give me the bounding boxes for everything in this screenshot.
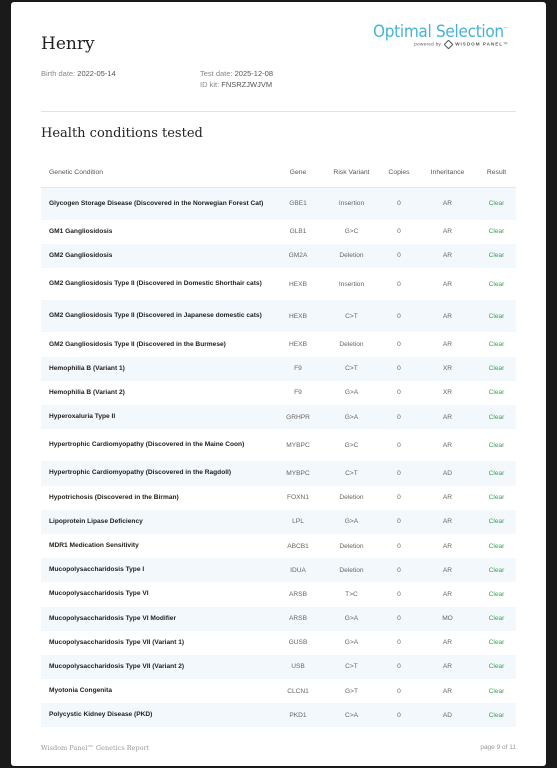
copies-cell: 0 <box>380 558 418 582</box>
inheritance-cell: AR <box>442 542 453 550</box>
result-cell: Clear <box>477 461 516 485</box>
result-cell: Clear <box>488 228 505 236</box>
gene-cell: F9 <box>273 357 323 381</box>
table-header-row <box>41 158 516 188</box>
result-cell: Clear <box>488 639 505 647</box>
result-cell: Clear <box>488 494 505 502</box>
copies-cell: 0 <box>380 405 418 429</box>
condition-cell: Hemophilia B (Variant 1) <box>41 357 273 381</box>
copies-cell: 0 <box>397 280 401 288</box>
condition-cell: Glycogen Storage Disease (Discovered in the Norwegian Forest Cat) <box>41 188 273 220</box>
gene-cell: MYBPC <box>286 441 310 449</box>
condition-cell: Mucopolysaccharidosis Type VII (Variant 1) <box>49 638 185 646</box>
footer-page-number: page 9 of 11 <box>480 744 516 751</box>
table-row <box>41 703 516 727</box>
condition-cell: Mucopolysaccharidosis Type VI <box>49 590 149 598</box>
condition-cell: Hypotrichosis (Discovered in the Birman) <box>49 493 179 501</box>
condition-cell: Lipoprotein Lipase Deficiency <box>41 510 273 534</box>
gene-cell: HEXB <box>289 341 307 349</box>
result-cell: Clear <box>477 188 516 220</box>
kit-id-label: ID kit: <box>200 80 220 89</box>
condition-cell: Myotonia Congenita <box>49 687 113 695</box>
wisdom-panel-text: WISDOM PANEL <box>455 41 504 47</box>
table-row <box>41 655 516 679</box>
birth-date-value: 2022-05-14 <box>77 69 116 78</box>
wisdom-panel-tm: ™ <box>503 41 508 47</box>
table-row <box>41 486 516 510</box>
copies-cell: 0 <box>397 389 401 397</box>
result-cell: Clear <box>477 300 516 332</box>
table-row <box>41 558 516 582</box>
wisdom-panel-icon <box>443 40 453 50</box>
gene-cell: GBE1 <box>273 188 323 220</box>
inheritance-cell: MO <box>418 607 477 631</box>
header-inheritance: Inheritance <box>418 158 477 188</box>
condition-cell: GM2 Gangliosidosis Type II (Discovered in Domestic Shorthair cats) <box>49 280 262 288</box>
result-cell: Clear <box>477 558 516 582</box>
inheritance-cell: AR <box>442 590 453 598</box>
result-cell: Clear <box>488 389 505 397</box>
condition-cell: GM2 Gangliosidosis <box>41 244 273 268</box>
condition-cell: Hypertrophic Cardiomyopathy (Discovered in the Maine Coon) <box>49 441 245 449</box>
risk-variant-cell: Deletion <box>339 341 364 349</box>
result-cell: Clear <box>488 280 505 288</box>
gene-cell: FOXN1 <box>287 494 309 502</box>
result-cell: Clear <box>477 405 516 429</box>
table-row <box>41 534 516 558</box>
copies-cell: 0 <box>380 300 418 332</box>
table-row <box>41 510 516 534</box>
header-gene: Gene <box>273 158 323 188</box>
footer-report-name: Wisdom Panel™ Genetics Report <box>41 744 150 752</box>
table-row <box>41 429 516 461</box>
risk-variant-cell: C>T <box>323 655 380 679</box>
condition-cell: Polycystic Kidney Disease (PKD) <box>41 703 273 727</box>
risk-variant-cell: G>A <box>344 389 359 397</box>
risk-variant-cell: G>T <box>344 687 358 695</box>
test-date-value: 2025-12-08 <box>234 69 273 78</box>
result-cell: Clear <box>488 687 505 695</box>
section-title: Health conditions tested <box>41 126 203 141</box>
birth-date-label: Birth date: <box>41 69 76 78</box>
inheritance-cell: XR <box>442 389 453 397</box>
gene-cell: USB <box>273 655 323 679</box>
copies-cell: 0 <box>397 441 401 449</box>
result-cell: Clear <box>477 244 516 268</box>
result-cell: Clear <box>477 607 516 631</box>
gene-cell: GUSB <box>288 639 308 647</box>
result-cell: Clear <box>488 441 505 449</box>
gene-cell: CLCN1 <box>287 687 309 695</box>
inheritance-cell: AR <box>442 280 453 288</box>
inheritance-cell: AR <box>418 300 477 332</box>
gene-cell: IDUA <box>273 558 323 582</box>
gene-cell: ABCB1 <box>287 542 309 550</box>
gene-cell: GM2A <box>273 244 323 268</box>
kit-id-value: FNSRZJWJVM <box>221 80 273 89</box>
gene-cell: GLB1 <box>289 228 307 236</box>
table-row <box>41 300 516 332</box>
copies-cell: 0 <box>380 655 418 679</box>
risk-variant-cell: G>A <box>323 405 380 429</box>
risk-variant-cell: C>T <box>323 461 380 485</box>
inheritance-cell: AR <box>442 687 453 695</box>
risk-variant-cell: C>A <box>323 703 380 727</box>
condition-cell: Hypertrophic Cardiomyopathy (Discovered in the Ragdoll) <box>41 461 273 485</box>
condition-cell: Mucopolysaccharidosis Type VII (Variant 2) <box>41 655 273 679</box>
copies-cell: 0 <box>397 228 401 236</box>
gene-cell: LPL <box>273 510 323 534</box>
risk-variant-cell: G>A <box>323 510 380 534</box>
inheritance-cell: AR <box>442 639 453 647</box>
risk-variant-cell: Insertion <box>338 280 365 288</box>
risk-variant-cell: Insertion <box>323 188 380 220</box>
risk-variant-cell: Deletion <box>323 244 380 268</box>
table-row <box>41 679 516 703</box>
inheritance-cell: AR <box>442 228 453 236</box>
inheritance-cell: AR <box>418 244 477 268</box>
risk-variant-cell: G>C <box>344 228 359 236</box>
risk-variant-cell: C>T <box>323 357 380 381</box>
result-cell: Clear <box>488 542 505 550</box>
risk-variant-cell: T>C <box>345 590 358 598</box>
table-row <box>41 405 516 429</box>
inheritance-cell: AR <box>442 341 453 349</box>
inheritance-cell: XR <box>418 357 477 381</box>
risk-variant-cell: G>C <box>344 441 359 449</box>
header-condition: Genetic Condition <box>41 158 273 188</box>
table-row <box>41 582 516 606</box>
table-row <box>41 631 516 655</box>
table-row <box>41 461 516 485</box>
table-row <box>41 381 516 405</box>
inheritance-cell: AR <box>418 558 477 582</box>
gene-cell: GRHPR <box>273 405 323 429</box>
header-risk-variant: Risk Variant <box>323 158 380 188</box>
gene-cell: HEXB <box>289 280 307 288</box>
result-cell: Clear <box>477 703 516 727</box>
copies-cell: 0 <box>380 461 418 485</box>
result-cell: Clear <box>477 510 516 534</box>
copies-cell: 0 <box>397 687 401 695</box>
copies-cell: 0 <box>397 341 401 349</box>
result-cell: Clear <box>488 590 505 598</box>
table-row <box>41 332 516 356</box>
powered-by-text: powered by <box>414 41 442 47</box>
inheritance-cell: AR <box>442 441 453 449</box>
inheritance-cell: AD <box>418 461 477 485</box>
header-result: Result <box>477 158 516 188</box>
table-row <box>41 220 516 244</box>
birth-date <box>41 68 116 79</box>
copies-cell: 0 <box>380 607 418 631</box>
brand-logo <box>373 22 508 48</box>
copies-cell: 0 <box>380 357 418 381</box>
inheritance-cell: AD <box>418 703 477 727</box>
copies-cell: 0 <box>380 703 418 727</box>
inheritance-cell: AR <box>418 510 477 534</box>
condition-cell: MDR1 Medication Sensitivity <box>49 542 139 550</box>
brand-tm: ™ <box>503 26 508 33</box>
risk-variant-cell: Deletion <box>339 542 364 550</box>
condition-cell: Mucopolysaccharidosis Type VI Modifier <box>41 607 273 631</box>
table-row <box>41 357 516 381</box>
test-info <box>200 68 273 90</box>
table-row <box>41 244 516 268</box>
gene-cell: ARSB <box>289 590 307 598</box>
result-cell: Clear <box>477 655 516 679</box>
copies-cell: 0 <box>380 510 418 534</box>
inheritance-cell: AR <box>418 188 477 220</box>
condition-cell: GM2 Gangliosidosis Type II (Discovered in Japanese domestic cats) <box>41 300 273 332</box>
gene-cell: MYBPC <box>273 461 323 485</box>
gene-cell: ARSB <box>273 607 323 631</box>
condition-cell: GM1 Gangliosidosis <box>49 227 113 235</box>
copies-cell: 0 <box>397 590 401 598</box>
risk-variant-cell: C>T <box>323 300 380 332</box>
header-copies: Copies <box>380 158 418 188</box>
header-divider <box>41 111 516 112</box>
gene-cell: HEXB <box>273 300 323 332</box>
table-row <box>41 268 516 300</box>
condition-cell: Hyperoxaluria Type II <box>41 405 273 429</box>
report-page <box>11 2 546 766</box>
condition-cell: GM2 Gangliosidosis Type II (Discovered in the Burmese) <box>49 340 226 348</box>
table-row <box>41 607 516 631</box>
copies-cell: 0 <box>397 639 401 647</box>
inheritance-cell: AR <box>442 494 453 502</box>
result-cell: Clear <box>488 341 505 349</box>
inheritance-cell: AR <box>418 405 477 429</box>
brand-title: Optimal Selection <box>373 22 504 42</box>
copies-cell: 0 <box>380 188 418 220</box>
gene-cell: F9 <box>294 389 302 397</box>
pet-name: Henry <box>41 34 95 54</box>
risk-variant-cell: G>A <box>344 639 359 647</box>
risk-variant-cell: Deletion <box>323 558 380 582</box>
result-cell: Clear <box>477 357 516 381</box>
copies-cell: 0 <box>380 244 418 268</box>
inheritance-cell: AR <box>418 655 477 679</box>
condition-cell: Mucopolysaccharidosis Type I <box>41 558 273 582</box>
copies-cell: 0 <box>397 542 401 550</box>
risk-variant-cell: Deletion <box>339 494 364 502</box>
health-conditions-table <box>41 158 516 727</box>
table-row <box>41 188 516 220</box>
gene-cell: PKD1 <box>273 703 323 727</box>
test-date-label: Test date: <box>200 69 233 78</box>
risk-variant-cell: G>A <box>323 607 380 631</box>
condition-cell: Hemophilia B (Variant 2) <box>49 388 125 396</box>
copies-cell: 0 <box>397 494 401 502</box>
